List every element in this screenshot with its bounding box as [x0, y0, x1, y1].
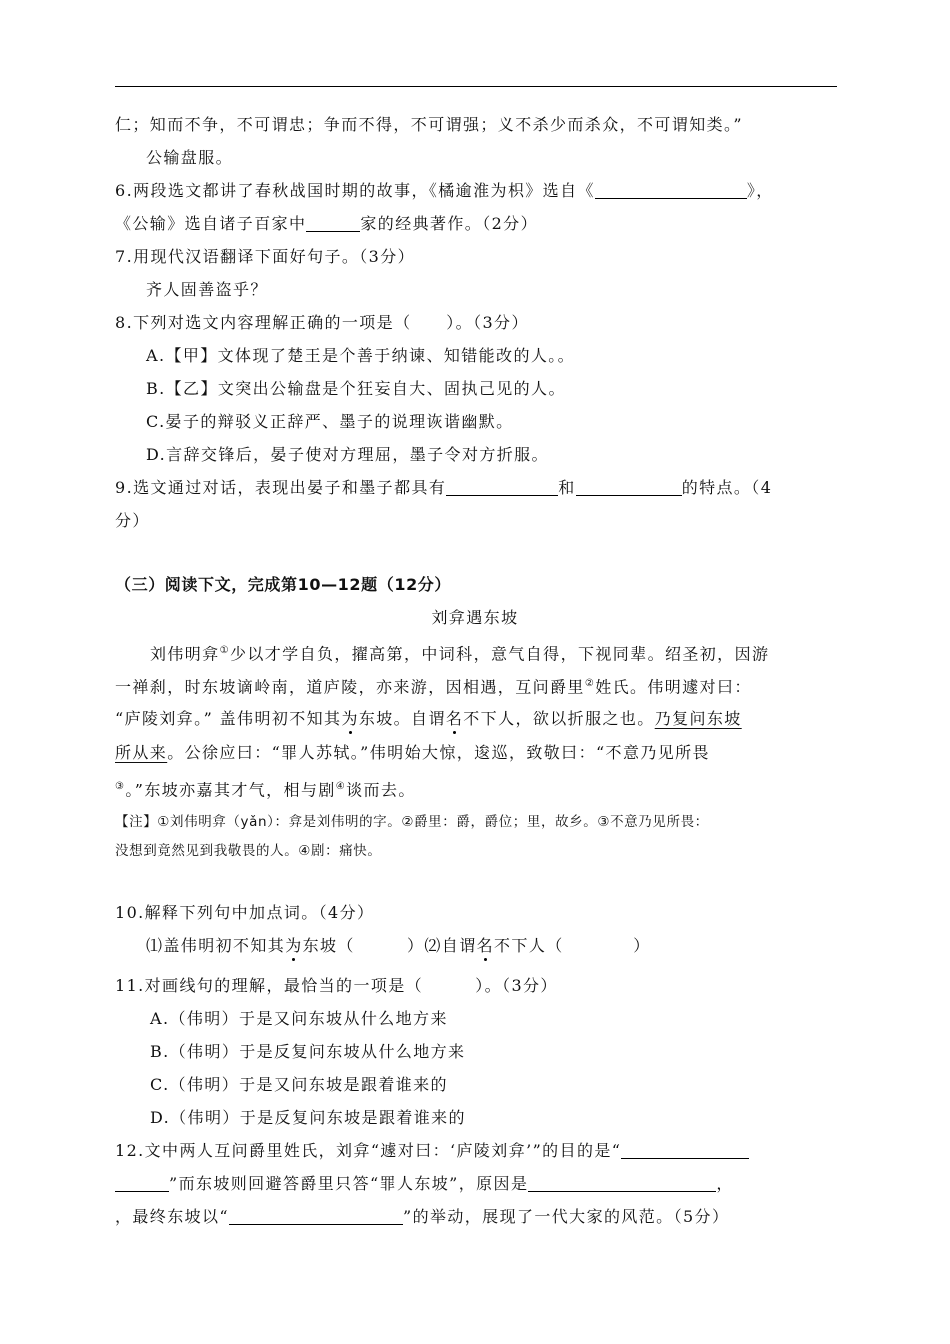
question-12: 12.文中两人互问爵里姓氏，刘弇“遽对曰：‘庐陵刘弇’”的目的是“	[115, 1140, 749, 1162]
question-6-cont: 《公输》选自诸子百家中 家的经典著作。（2分）	[115, 214, 538, 233]
option-8d: D.言辞交锋后，晏子使对方理屈，墨子令对方折服。	[146, 445, 549, 464]
question-10: 10.解释下列句中加点词。（4分）	[115, 903, 375, 922]
underlined-sentence: 所从来	[115, 743, 168, 762]
passage-line: 一禅刹，时东坡谪岭南，道庐陵，亦来游，因相遇，互问爵里②姓氏。伟明遽对曰：	[115, 677, 752, 697]
answer-blank[interactable]	[229, 1208, 403, 1225]
answer-blank[interactable]	[528, 1175, 716, 1192]
text-line: 仁；知而不争，不可谓忠；争而不得，不可谓强；义不杀少而杀众，不可谓知类。”	[115, 115, 743, 134]
question-8: 8.下列对选文内容理解正确的一项是（ ）。（3分）	[115, 313, 529, 332]
text-line: 公输盘服。	[146, 148, 234, 167]
option-8c: C.晏子的辩驳义正辞严、墨子的说理诙谐幽默。	[146, 412, 514, 431]
question-7: 7.用现代汉语翻译下面好句子。（3分）	[115, 247, 416, 266]
answer-blank[interactable]	[621, 1142, 749, 1159]
answer-blank[interactable]	[115, 1175, 169, 1192]
question-10-items: ⑴盖伟明初不知其为东坡（ ）⑵自谓名不下人（ ）	[146, 936, 651, 955]
section-heading: （三）阅读下文，完成第10—12题（12分）	[115, 575, 451, 594]
passage-title: 刘弇遇东坡	[431, 608, 519, 627]
passage-line: ③。”东坡亦嘉其才气，相与剧④谈而去。	[115, 780, 416, 800]
answer-blank[interactable]	[446, 479, 558, 496]
question-9: 9.选文通过对话，表现出晏子和墨子都具有 和 的特点。（4	[115, 478, 773, 497]
passage-line: 刘伟明弇①少以才学自负，擢高第，中词科，意气自得，下视同辈。绍圣初，因游	[150, 644, 770, 664]
option-11b: B.（伟明）于是反复问东坡从什么地方来	[150, 1042, 466, 1061]
question-6: 6.两段选文都讲了春秋战国时期的故事，《橘逾淮为枳》选自《 》，	[115, 181, 774, 200]
option-11d: D.（伟明）于是反复问东坡是跟着谁来的	[150, 1108, 466, 1127]
passage-line: “庐陵刘弇。” 盖伟明初不知其为东坡。自谓名不下人，欲以折服之也。乃复问东坡	[115, 709, 742, 728]
answer-blank[interactable]	[595, 182, 747, 199]
question-12-cont: ，最终东坡以“ ”的举动，展现了一代大家的风范。（5分）	[115, 1207, 730, 1226]
answer-blank[interactable]	[576, 479, 682, 496]
option-11a: A.（伟明）于是又问东坡从什么地方来	[150, 1009, 448, 1028]
answer-blank[interactable]	[306, 215, 360, 232]
question-7-sentence: 齐人固善盗乎？	[146, 280, 268, 299]
option-8a: A.【甲】文体现了楚王是个善于纳谏、知错能改的人。。	[146, 346, 576, 365]
footnote: 【注】①刘伟明弇（yǎn）：弇是刘伟明的字。②爵里：爵，爵位；里，故乡。③不意乃见所畏：	[115, 814, 709, 830]
question-9-cont: 分）	[115, 511, 150, 530]
option-11c: C.（伟明）于是又问东坡是跟着谁来的	[150, 1075, 448, 1094]
question-12-cont: ”而东坡则回避答爵里只答“罪人东坡”，原因是 ，	[115, 1173, 734, 1195]
underlined-sentence: 乃复问东坡	[654, 709, 742, 728]
option-8b: B.【乙】文突出公输盘是个狂妄自大、固执己见的人。	[146, 379, 566, 398]
question-11: 11.对画线句的理解，最恰当的一项是（ ）。（3分）	[115, 976, 558, 995]
footnote: 没想到竟然见到我敬畏的人。④剧：痛快。	[115, 843, 382, 859]
header-rule	[115, 86, 837, 87]
passage-line: 所从来。公徐应曰：“罪人苏轼。”伟明始大惊，逡巡，致敬曰：“不意乃见所畏	[115, 743, 710, 762]
